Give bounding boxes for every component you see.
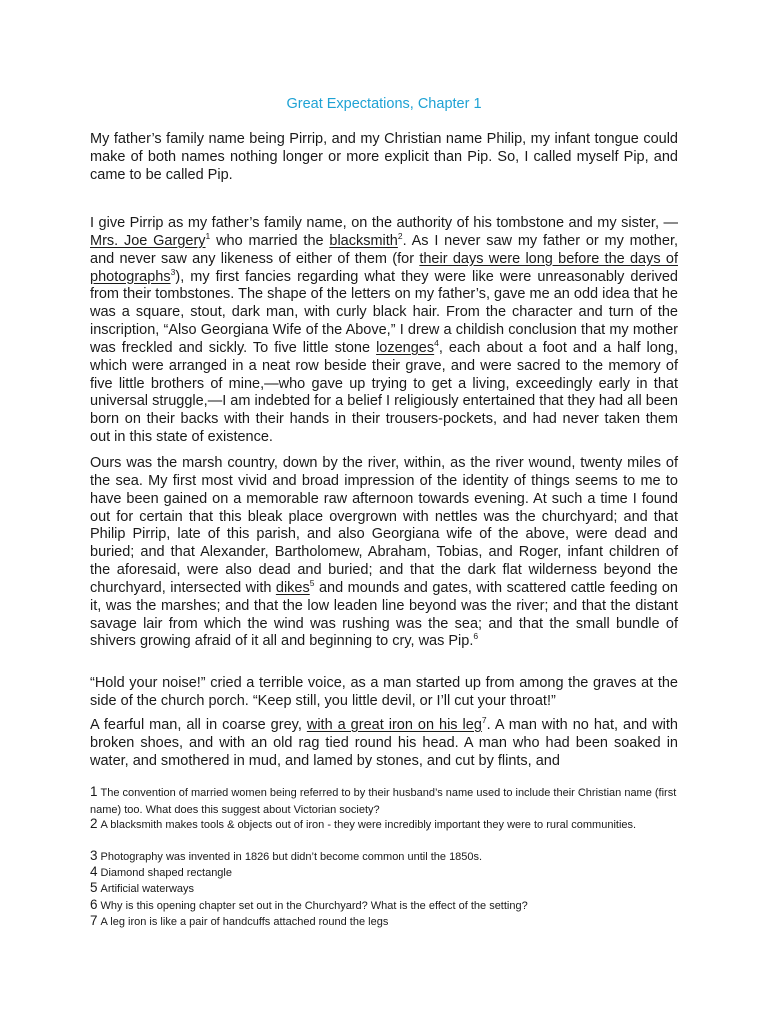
document-title: Great Expectations, Chapter 1: [286, 96, 482, 112]
footnote-number: 4: [90, 864, 98, 879]
paragraph-5: [90, 717, 678, 771]
footnote-number: 5: [90, 880, 98, 895]
paragraph-2-text-4: ), my first fancies regarding what they were like were unreasonably derived from their tombstones. The shape of the letters on my father’s, gave me an odd idea that he was a square, stout, dark man, with curly black hair. From the character and turn of the inscription, “Also Georgiana Wife of the Above,” I drew a childish conclusion that my mother was freckled and sickly. To five little stone: [90, 268, 678, 356]
footnote-number: 1: [90, 784, 98, 799]
footnote-number: 6: [90, 897, 98, 912]
paragraph-3: [90, 455, 678, 651]
footnote-ref-leg-iron: with a great iron on his leg: [306, 717, 482, 733]
footnote-number: 3: [90, 848, 98, 863]
paragraph-2-text-3: . As I never saw my father or my mother, and never saw any likeness of either of them (for: [90, 232, 678, 267]
footnote-text: Why is this opening chapter set out in the Churchyard? What is the effect of the setting?: [100, 900, 528, 912]
paragraph-2: [90, 215, 678, 447]
paragraph-4: “Hold your noise!” cried a terrible voice, as a man started up from among the graves at the side of the church porch. “Keep still, you little devil, or I’ll cut your throat!”: [90, 675, 678, 709]
footnote-1: [90, 784, 678, 819]
footnote-text: A blacksmith makes tools & objects out of iron - they were incredibly important they were to rural communities.: [100, 819, 637, 831]
footnote-text: A leg iron is like a pair of handcuffs attached round the legs: [100, 916, 389, 928]
footnote-7: [90, 913, 678, 931]
paragraph-2-text-1: I give Pirrip as my father’s family name, on the authority of his tombstone and my sister, —: [90, 215, 678, 231]
footnote-marker-2: 2: [397, 230, 403, 241]
footnote-text: Diamond shaped rectangle: [100, 867, 232, 879]
footnote-ref-blacksmith: blacksmith: [329, 232, 398, 249]
footnote-2: [90, 816, 678, 834]
footnote-ref-lozenges: lozenges: [376, 339, 435, 356]
footnote-marker-6: 6: [473, 631, 479, 642]
footnote-number: 2: [90, 816, 98, 831]
footnote-marker-7: 7: [481, 715, 487, 725]
paragraph-5-text-1: A fearful man, all in coarse grey,: [90, 717, 307, 733]
footnote-marker-5: 5: [309, 577, 315, 588]
footnote-marker-3: 3: [170, 266, 176, 277]
paragraph-5-text-2: . A man with no hat, and with broken shoes, and with an old rag tied round his head. A man who had been soaked in water, and smothered in mud, and lamed by stones, and cut by flints, and: [90, 717, 678, 769]
footnote-ref-mrs-joe-gargery: Mrs. Joe Gargery: [90, 232, 206, 249]
paragraph-3-text-1: Ours was the marsh country, down by the river, within, as the river wound, twenty miles of the sea. My first most vivid and broad impression of the identity of things seems to me to have been gained on a memorable raw afternoon towards evening. At such a time I found out for certain that this bleak place overgrown with nettles was the churchyard; and that Philip Pirrip, late of this parish, and also Georgiana wife of the above, were dead and buried; and that Alexander, Bartholomew, Abraham, Tobias, and Roger, infant children of the aforesaid, were also dead and buried; and that the dark flat wilderness beyond the churchyard, intersected with: [90, 455, 678, 596]
footnote-marker-4: 4: [434, 337, 439, 348]
footnote-ref-dikes: dikes: [275, 579, 310, 596]
footnote-text: The convention of married women being referred to by their husband’s name used to include their Christian name (first name) too. What does this suggest about Victorian society?: [90, 787, 677, 816]
footnote-number: 7: [90, 913, 98, 928]
paragraph-3-text-2: and mounds and gates, with scattered cattle feeding on it, was the marshes; and that the low leaden line beyond was the river; and that the distant savage lair from which the wind was rushing was the sea; and that the small bundle of shivers growing afraid of it all and beginning to cry, was Pip.: [90, 579, 678, 650]
footnote-5: [90, 880, 678, 898]
footnote-text: Artificial waterways: [100, 883, 195, 895]
footnote-ref-photographs: their days were long before the days of photographs: [90, 250, 678, 285]
paragraph-2-text-2: who married the: [210, 232, 330, 249]
footnote-text: Photography was invented in 1826 but didn’t become common until the 1850s.: [100, 851, 483, 863]
footnote-marker-1: 1: [205, 230, 211, 241]
paragraph-1: My father’s family name being Pirrip, and my Christian name Philip, my infant tongue could make of both names nothing longer or more explicit than Pip. So, I called myself Pip, and came to be called Pip.: [90, 131, 678, 183]
paragraph-2-text-5: , each about a foot and a half long, which were arranged in a neat row beside their grave, and were sacred to the memory of five little brothers of mine,—who gave up trying to get a living, exceedingly early in that universal struggle,—I am indebted for a belief I religiously entertained that they had all been born on their backs with their hands in their trousers-pockets, and had never taken them out in this state of existence.: [90, 339, 678, 446]
